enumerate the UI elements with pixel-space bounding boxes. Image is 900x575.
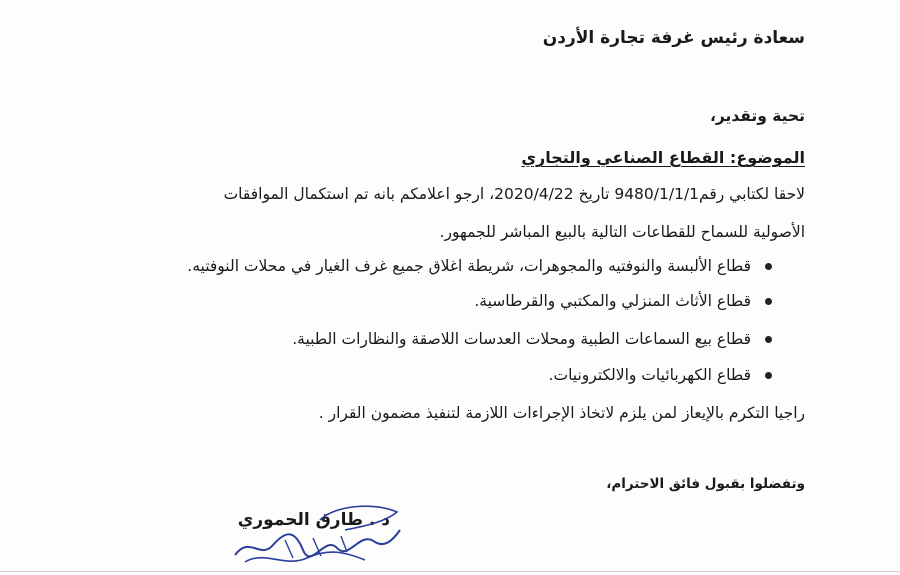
bullet-icon [765, 298, 772, 305]
greeting: تحية وتقدير، [709, 107, 805, 125]
bullet-icon [765, 263, 772, 270]
body-paragraph-line-1: لاحقا لكتابي رقم9480/1/1/1 تاريخ 2020/4/22، ارجو اعلامكم بانه تم استكمال الموافقات [223, 185, 805, 203]
bullet-icon [765, 372, 772, 379]
subject-line: الموضوع: القطاع الصناعي والتجاري [521, 148, 805, 167]
list-item [187, 256, 772, 276]
list-item-text: قطاع بيع السماعات الطبية ومحلات العدسات اللاصقة والنظارات الطبية. [292, 330, 751, 348]
list-item-text: قطاع الأثاث المنزلي والمكتبي والقرطاسية. [474, 292, 751, 310]
list-item [549, 365, 772, 385]
addressee: سعادة رئيس غرفة تجارة الأردن [542, 28, 805, 48]
closing-line: وتفضلوا بقبول فائق الاحترام، [606, 476, 805, 492]
divider [0, 571, 900, 572]
signature-icon [225, 500, 405, 570]
bullet-icon [765, 336, 772, 343]
list-item [292, 329, 772, 349]
body-paragraph-line-2: الأصولية للسماح للقطاعات التالية بالبيع المباشر للجمهور. [439, 223, 805, 241]
list-item [474, 291, 772, 311]
list-item-text: قطاع الكهربائيات والالكترونيات. [548, 366, 751, 384]
signer-name: د . طارق الحموري [237, 510, 390, 530]
request-line: راجيا التكرم بالإيعاز لمن يلزم لاتخاذ الإجراءات اللازمة لتنفيذ مضمون القرار . [318, 404, 805, 422]
list-item-text: قطاع الألبسة والنوفتيه والمجوهرات، شريطة اغلاق جميع غرف الغيار في محلات النوفتيه. [187, 257, 751, 275]
